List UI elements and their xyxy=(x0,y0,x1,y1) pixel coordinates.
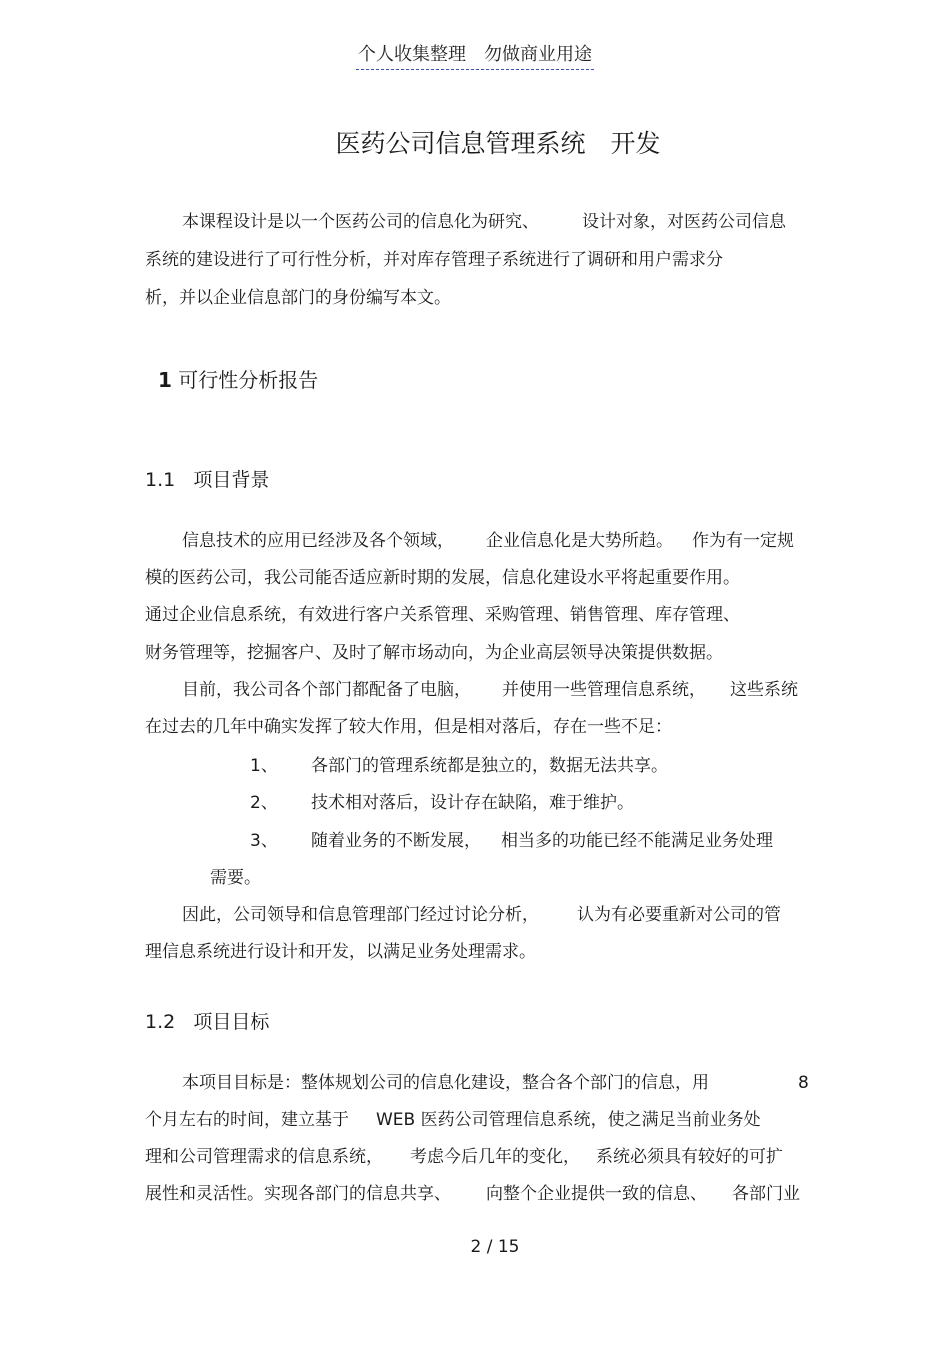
bg-p2-line-1c: 这些系统 xyxy=(730,680,798,700)
section-1-number: 1 xyxy=(158,368,172,392)
goal-line-4a: 展性和灵活性。实现各部门的信息共享、 xyxy=(145,1184,451,1204)
section-1-2-number: 1.2 xyxy=(145,1011,176,1033)
intro-line-1a: 本课程设计是以一个医药公司的信息化为研究、 xyxy=(182,212,539,232)
intro-line-3: 析，并以企业信息部门的身份编写本文。 xyxy=(145,288,451,308)
page-header xyxy=(0,40,950,66)
bg-p2-line-1b: 并使用一些管理信息系统， xyxy=(502,680,706,700)
page-number: 2 / 15 xyxy=(470,1237,520,1257)
list-item-3-continuation: 需要。 xyxy=(210,868,261,888)
bg-p3-line-2: 理信息系统进行设计和开发，以满足业务处理需求。 xyxy=(145,942,536,962)
goal-line-3c: 系统必须具有较好的可扩 xyxy=(596,1147,783,1167)
goal-line-1a: 本项目目标是：整体规划公司的信息化建设，整合各个部门的信息，用 xyxy=(182,1073,709,1093)
goal-line-3a: 理和公司管理需求的信息系统， xyxy=(145,1147,383,1167)
section-1-heading xyxy=(158,364,318,393)
goal-line-2a: 个月左右的时间，建立基于 xyxy=(145,1110,349,1130)
section-1-1-number: 1.1 xyxy=(145,469,176,491)
bg-p3-line-1b: 认为有必要重新对公司的管 xyxy=(577,905,781,925)
goal-line-3b: 考虑今后几年的变化， xyxy=(410,1147,580,1167)
intro-line-2: 系统的建设进行了可行性分析，并对库存管理子系统进行了调研和用户需求分 xyxy=(145,250,723,270)
bg-p2-line-2: 在过去的几年中确实发挥了较大作用，但是相对落后，存在一些不足： xyxy=(145,717,672,737)
list-item-3-text-2: 相当多的功能已经不能满足业务处理 xyxy=(501,831,773,851)
section-1-2-heading xyxy=(145,1007,269,1034)
document-title: 医药公司信息管理系统 开发 xyxy=(335,129,661,158)
goal-line-1b: 8 xyxy=(798,1073,809,1093)
list-item-1-number: 1、 xyxy=(250,756,278,776)
bg-p1-line-2: 模的医药公司，我公司能否适应新时期的发展，信息化建设水平将起重要作用。 xyxy=(145,568,740,588)
list-item-2-number: 2、 xyxy=(250,793,278,813)
section-1-2-title: 项目目标 xyxy=(193,1011,270,1033)
goal-line-4b: 向整个企业提供一致的信息、 xyxy=(486,1184,707,1204)
bg-p1-line-4: 财务管理等，挖掘客户、及时了解市场动向，为企业高层领导决策提供数据。 xyxy=(145,643,723,663)
goal-line-4c: 各部门业 xyxy=(732,1184,800,1204)
bg-p1-line-3: 通过企业信息系统，有效进行客户关系管理、采购管理、销售管理、库存管理、 xyxy=(145,605,740,625)
section-1-title: 可行性分析报告 xyxy=(178,368,319,392)
bg-p1-line-1c: 作为有一定规 xyxy=(692,531,794,551)
list-item-3-number: 3、 xyxy=(250,831,278,851)
bg-p1-line-1b: 企业信息化是大势所趋。 xyxy=(486,531,673,551)
section-1-1-title: 项目背景 xyxy=(193,469,270,491)
intro-line-1b: 设计对象，对医药公司信息 xyxy=(582,212,786,232)
bg-p3-line-1a: 因此，公司领导和信息管理部门经过讨论分析， xyxy=(182,905,539,925)
header-text: 个人收集整理 勿做商业用途 xyxy=(356,44,594,70)
list-item-3-text: 随着业务的不断发展， xyxy=(311,831,481,851)
list-item-1-text: 各部门的管理系统都是独立的，数据无法共享。 xyxy=(311,756,668,776)
bg-p2-line-1a: 目前，我公司各个部门都配备了电脑， xyxy=(182,680,471,700)
list-item-2-text: 技术相对落后，设计存在缺陷，难于维护。 xyxy=(311,793,634,813)
goal-line-2b: WEB 医药公司管理信息系统，使之满足当前业务处 xyxy=(376,1110,761,1130)
section-1-1-heading xyxy=(145,465,269,492)
bg-p1-line-1a: 信息技术的应用已经涉及各个领域， xyxy=(182,531,454,551)
